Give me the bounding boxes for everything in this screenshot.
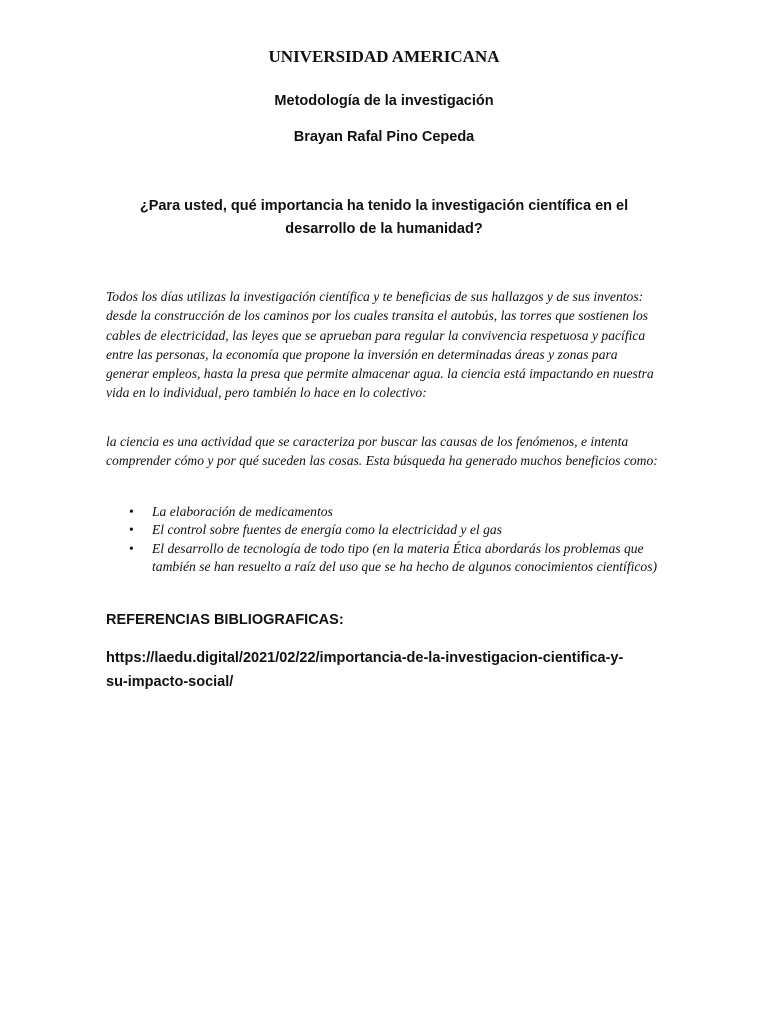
list-item-text: La elaboración de medicamentos [152,504,333,519]
bullet-icon: • [129,540,134,556]
list-item-text: El control sobre fuentes de energía como la electricidad y el gas [152,522,502,538]
benefits-list [106,503,662,576]
list-item [106,540,662,577]
list-item [106,503,662,521]
question-heading: ¿Para usted, qué importancia ha tenido la investigación científica en el desarrollo de la humanidad? [139,198,629,237]
bullet-icon: • [129,504,134,519]
reference-link[interactable]: https://laedu.digital/2021/02/22/importancia-de-la-investigacion-cientifica-y-su-impacto-social/ [106,650,624,690]
course-title: Metodología de la investigación [274,93,494,109]
list-item [106,521,662,539]
author-name: Brayan Rafal Pino Cepeda [293,129,475,145]
body-paragraph: la ciencia es una actividad que se caracteriza por buscar las causas de los fenómenos, e intenta comprender cómo y por qué suceden las cosas. Esta búsqueda ha generado muchos beneficios como: [106,434,658,469]
list-item-text: El desarrollo de tecnología de todo tipo (en la materia Ética abordarás los problemas que también se han resuelto a raíz del uso que se ha hecho de algunos conocimientos científicos) [152,540,658,574]
references-heading: REFERENCIAS BIBLIOGRAFICAS: [106,612,344,628]
bullet-icon: • [129,522,134,538]
body-paragraph: Todos los días utilizas la investigación científica y te beneficias de sus hallazgos y de sus inventos: desde la construcción de los caminos por los cuales transita el autobús, las torres que sostienen los cables de electricidad, las leyes que se aprueban para regular la convivencia respetuosa y pacífica entre las personas, la economía que propone la inversión en determinadas áreas y zonas para generar empleos, hasta la presa que permite almacenar agua. la ciencia está impactando en nuestra vida en lo individual, pero también lo hace en lo colectivo: [106,289,654,401]
university-title: UNIVERSIDAD AMERICANA [268,47,500,66]
